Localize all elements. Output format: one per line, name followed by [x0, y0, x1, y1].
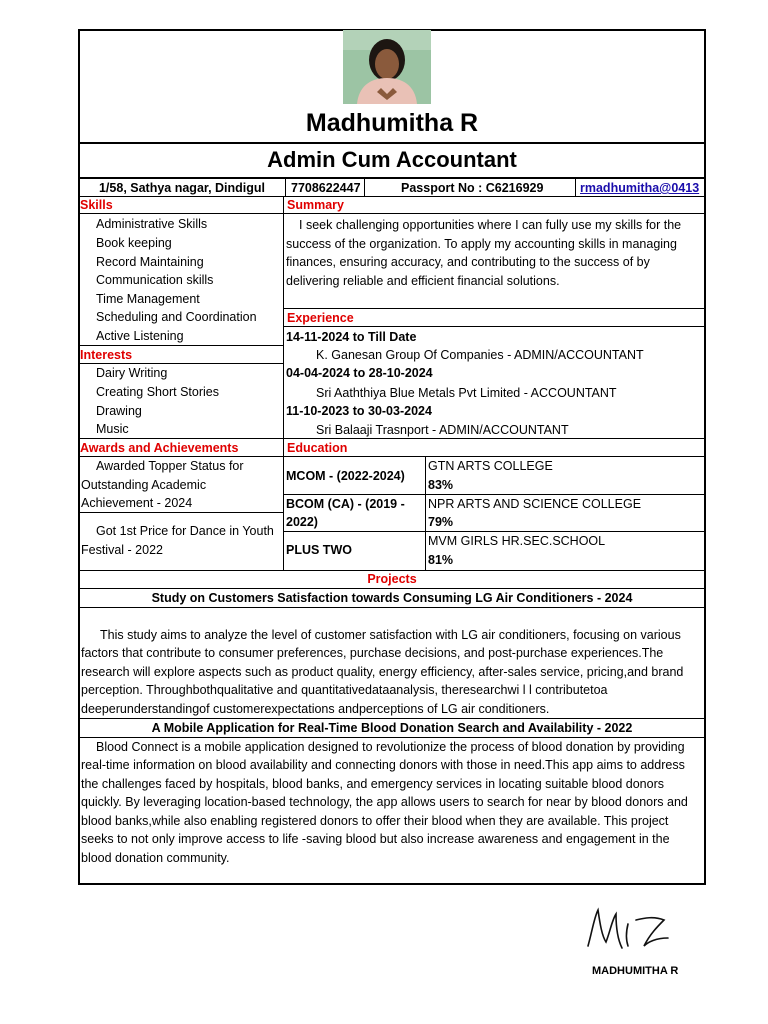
award-line: Festival - 2022	[81, 543, 163, 557]
profile-photo-image	[343, 30, 431, 104]
divider	[78, 607, 706, 608]
summary-line: I seek challenging opportunities where I can fully use my skills for the	[299, 218, 682, 232]
education-score: 81%	[428, 553, 454, 567]
education-score: 79%	[428, 515, 454, 529]
award-line: Outstanding Academic	[81, 478, 207, 492]
education-degree: MCOM - (2022-2024)	[286, 469, 405, 483]
project-line: perception. Throughbothqualitative and quantitativedataanalysis, theresearchwi l l contributetoa	[81, 683, 608, 697]
project-line: real-time information on blood availability and connecting donors with those in need.This app aims to address	[81, 758, 685, 772]
project-line: seeks to not only improve access to life -saving blood but also increase awareness and engagement in the	[81, 832, 670, 846]
candidate-name: Madhumitha R	[305, 109, 479, 137]
award-line: Awarded Topper Status for	[96, 459, 244, 473]
project-line: the challenges faced by hospitals, blood banks, and emergency services in locating suitable blood donors	[81, 777, 665, 791]
project-line: blood donation community.	[81, 851, 230, 865]
divider	[78, 196, 706, 197]
education-score: 83%	[428, 478, 454, 492]
email-link[interactable]: rmadhumitha@0413	[580, 181, 700, 195]
project-line: deeperunderstandingof customerexpectations andperceptions of LG air conditioners.	[81, 702, 550, 716]
interest-item: Creating Short Stories	[96, 385, 219, 399]
divider	[78, 213, 283, 214]
job-title: Admin Cum Accountant	[267, 147, 517, 172]
award-line: Achievement - 2024	[81, 496, 193, 510]
education-heading: Education	[287, 441, 348, 455]
project-line: Blood Connect is a mobile application designed to revolutionize the process of blood donation by providing	[96, 740, 685, 754]
skills-heading: Skills	[80, 198, 113, 212]
experience-heading: Experience	[287, 311, 354, 325]
experience-company: Sri Balaaji Trasnport - ADMIN/ACCOUNTANT	[316, 423, 569, 437]
interest-item: Drawing	[96, 404, 142, 418]
divider	[575, 178, 576, 196]
education-degree: 2022)	[286, 515, 318, 529]
experience-dates: 14-11-2024 to Till Date	[286, 330, 417, 344]
phone-number: 7708622447	[291, 181, 361, 195]
divider	[364, 178, 365, 196]
skill-item: Book keeping	[96, 236, 172, 250]
passport-number: Passport No : C6216929	[401, 181, 544, 195]
project-line: research will explore aspects such as product quality, energy efficiency, after-sales service, pricing,and brand	[81, 665, 684, 679]
education-college: MVM GIRLS HR.SEC.SCHOOL	[428, 534, 606, 548]
divider	[283, 326, 706, 327]
skill-item: Record Maintaining	[96, 255, 204, 269]
address: 1/58, Sathya nagar, Dindigul	[98, 181, 266, 195]
summary-heading: Summary	[287, 198, 344, 212]
interest-item: Dairy Writing	[96, 366, 168, 380]
education-college: NPR ARTS AND SCIENCE COLLEGE	[428, 497, 642, 511]
summary-line: delivering reliable and efficient financial solutions.	[286, 274, 560, 288]
project-line: factors that contribute to consumer preferences, purchase decisions, and post-purchase experiences.The	[81, 646, 664, 660]
project-line: This study aims to analyze the level of customer satisfaction with LG air conditioners, focusing on various	[100, 628, 681, 642]
skill-item: Communication skills	[96, 273, 214, 287]
experience-company: Sri Aaththiya Blue Metals Pvt Limited - ACCOUNTANT	[316, 386, 617, 400]
project-title: A Mobile Application for Real-Time Blood Donation Search and Availability - 2022	[151, 721, 633, 735]
divider	[78, 512, 283, 513]
summary-line: success of the organization. To apply my accounting skills in managing	[286, 237, 677, 251]
projects-heading: Projects	[367, 572, 417, 586]
divider	[283, 213, 706, 214]
awards-heading: Awards and Achievements	[80, 441, 239, 455]
project-line: quickly. By leveraging location-based technology, the app allows users to search for near by blood donors and	[81, 795, 688, 809]
experience-company: K. Ganesan Group Of Companies - ADMIN/ACCOUNTANT	[316, 348, 644, 362]
education-degree: BCOM (CA) - (2019 -	[286, 497, 405, 511]
project-title: Study on Customers Satisfaction towards Consuming LG Air Conditioners - 2024	[151, 591, 633, 605]
divider	[425, 456, 426, 570]
skill-item: Time Management	[96, 292, 200, 306]
signature-name: MADHUMITHA R	[592, 965, 679, 977]
profile-photo	[343, 30, 431, 104]
skill-item: Scheduling and Coordination	[96, 310, 257, 324]
education-degree: PLUS TWO	[286, 543, 352, 557]
signature-mark	[582, 902, 678, 958]
project-line: blood banks,while also enabling registered donors to offer their blood when they are available. This project	[81, 814, 669, 828]
summary-line: finances, ensuring accuracy, and contributing to the success of by	[286, 255, 650, 269]
column-divider	[283, 196, 284, 570]
divider	[285, 178, 286, 196]
education-college: GTN ARTS COLLEGE	[428, 459, 553, 473]
award-line: Got 1st Price for Dance in Youth	[96, 524, 274, 538]
interests-heading: Interests	[80, 348, 133, 362]
experience-dates: 04-04-2024 to 28-10-2024	[286, 366, 433, 380]
interest-item: Music	[96, 422, 129, 436]
skill-item: Active Listening	[96, 329, 184, 343]
skill-item: Administrative Skills	[96, 217, 208, 231]
experience-dates: 11-10-2023 to 30-03-2024	[286, 404, 432, 418]
